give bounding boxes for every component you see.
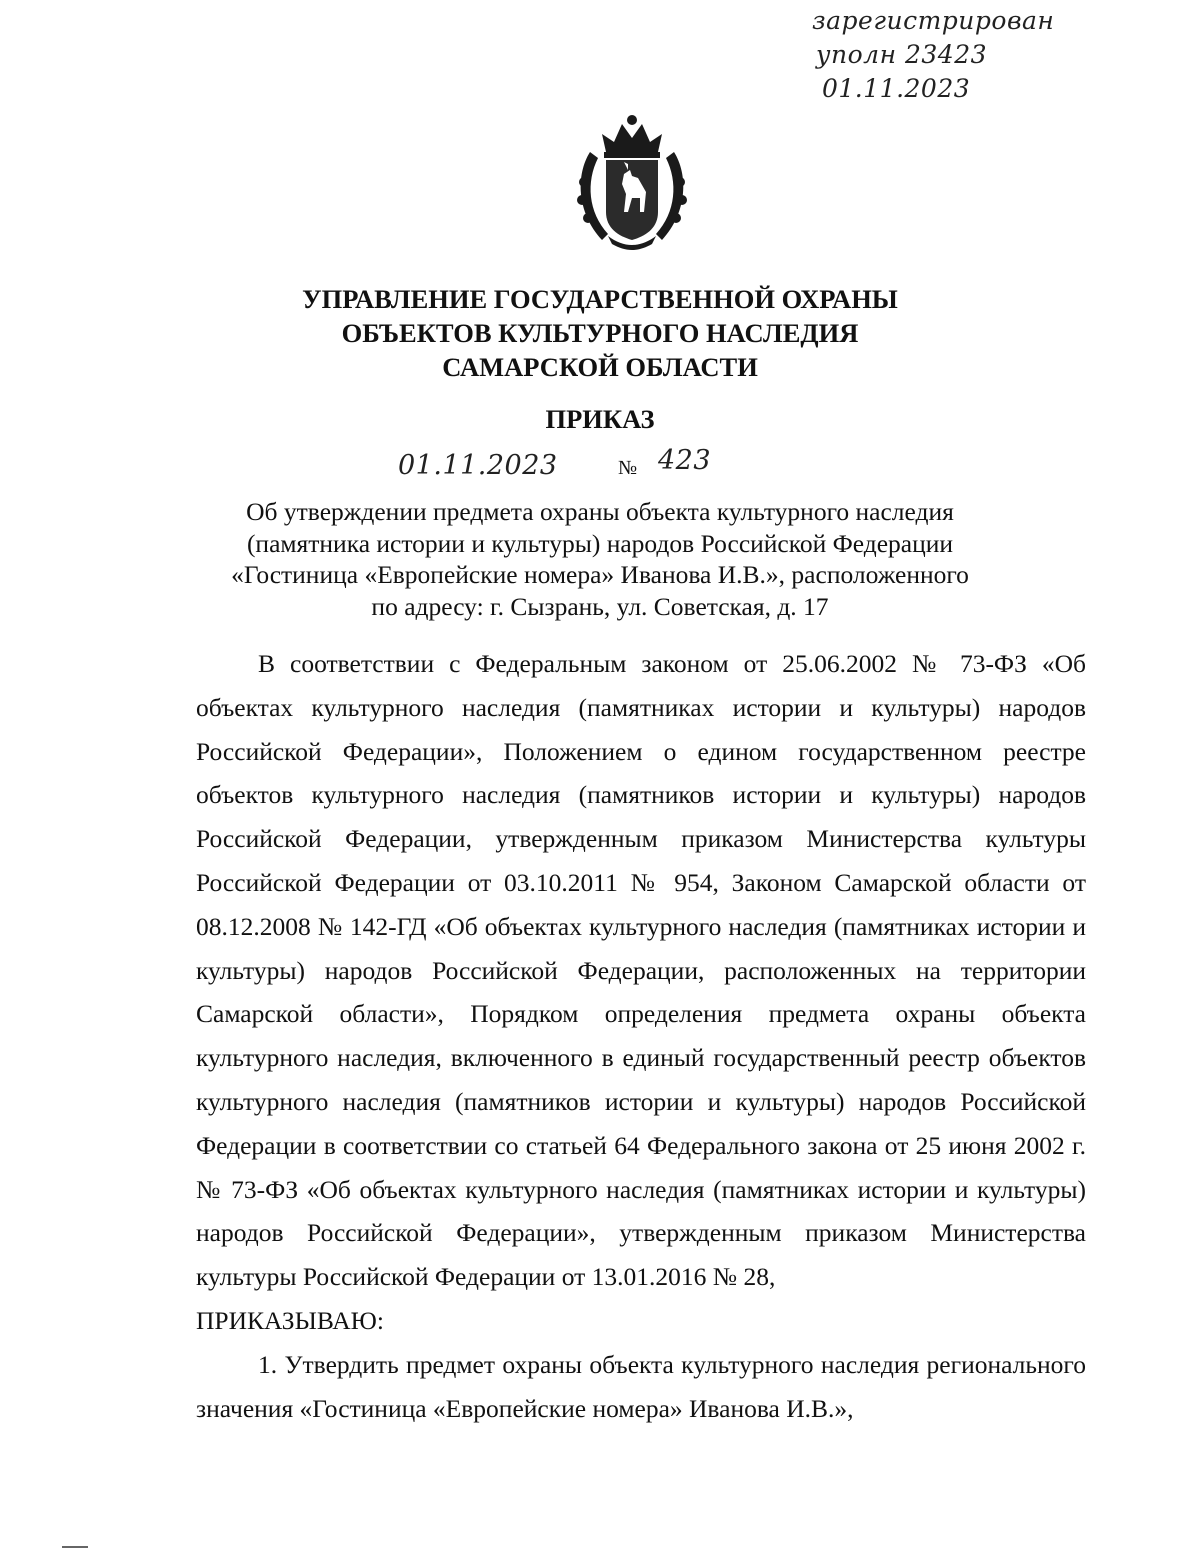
registration-note	[812, 8, 1054, 110]
subject-line: Об утверждении предмета охраны объекта культурного наследия	[246, 497, 954, 526]
registration-note-line: уполн 23423	[816, 40, 988, 69]
agency-title	[0, 282, 1200, 384]
order-body	[196, 642, 1086, 1430]
order-date: 01.11.2023	[398, 450, 558, 481]
scan-edge-mark	[62, 1546, 88, 1548]
subject-line: по адресу: г. Сызрань, ул. Советская, д. 17	[371, 591, 829, 621]
document-type: ПРИКАЗ	[545, 404, 655, 434]
samara-coat-of-arms-icon	[568, 112, 696, 252]
order-number: 423	[658, 445, 712, 476]
decree-word: ПРИКАЗЫВАЮ:	[196, 1305, 384, 1335]
agency-title-line: УПРАВЛЕНИЕ ГОСУДАРСТВЕННОЙ ОХРАНЫ	[302, 284, 898, 314]
agency-title-line: САМАРСКОЙ ОБЛАСТИ	[442, 352, 758, 382]
registration-note-line: зарегистрирован	[812, 6, 1055, 35]
subject-line: (памятника истории и культуры) народов Российской Федерации	[246, 528, 954, 558]
order-number-sign: №	[618, 457, 638, 479]
agency-title-line: ОБЪЕКТОВ КУЛЬТУРНОГО НАСЛЕДИЯ	[341, 318, 859, 348]
item-1-paragraph: 1. Утвердить предмет охраны объекта культурного наследия регионального значения «Гостиница «Европейские номера» Иванова И.В.»,	[196, 1349, 1086, 1423]
preamble-paragraph: В соответствии с Федеральным законом от 25.06.2002 № 73-ФЗ «Об объектах культурного наследия (памятниках истории и культуры) народов Российской Федерации», Положением о едином государственном реестре объектов культурного наследия (памятников истории и культуры) народов Российской Федерации, утвержденным приказом Министерства культуры Российской Федерации от 03.10.2011 № 954, Законом Самарской области от 08.12.2008 № 142-ГД «Об объектах культурного наследия (памятниках истории и культуры) народов Российской Федерации, расположенных на территории Самарской области», Порядком определения предмета охраны объекта культурного наследия, включенного в единый государственный реестр объектов культурного наследия (памятников истории и культуры) народов Российской Федерации в соответствии со статьей 64 Федерального закона от 25 июня 2002 г. № 73-ФЗ «Об объектах культурного наследия (памятниках истории и культуры) народов Российской Федерации», утвержденным приказом Министерства культуры Российской Федерации от 13.01.2016 № 28,	[196, 649, 1086, 1292]
registration-note-line: 01.11.2023	[822, 74, 971, 103]
subject-line: «Гостиница «Европейские номера» Иванова И.В.», расположенного	[231, 560, 969, 589]
order-subject	[0, 496, 1200, 622]
